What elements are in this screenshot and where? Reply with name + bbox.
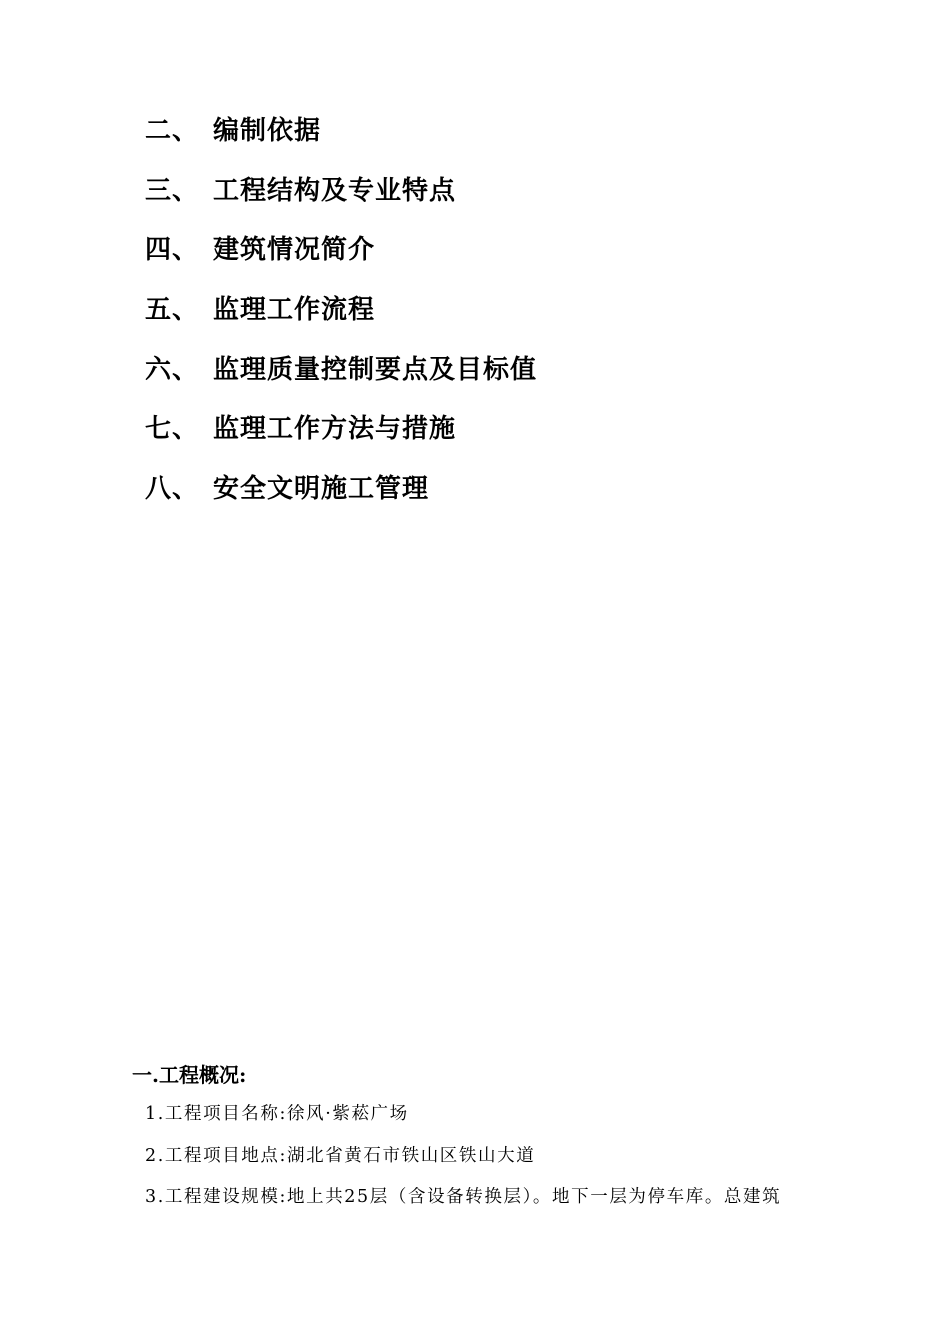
toc-item-number: 二、 — [145, 116, 200, 146]
info-label: 2.工程项目地点: — [145, 1146, 287, 1166]
toc-item-8 — [145, 471, 429, 507]
toc-item-2 — [145, 113, 321, 149]
toc-item-title: 监理工作方法与措施 — [213, 414, 457, 444]
info-value: 地上共25层（含设备转换层）。地下一层为停车库。总建筑 — [287, 1187, 782, 1207]
info-label: 3.工程建设规模: — [145, 1187, 287, 1207]
toc-item-number: 七、 — [145, 414, 200, 444]
section-heading: 一.工程概况: — [132, 1063, 247, 1087]
project-name-line — [145, 1100, 409, 1128]
info-value: 徐风·紫菘广场 — [287, 1104, 409, 1124]
toc-item-number: 八、 — [145, 474, 200, 504]
toc-item-title: 监理工作流程 — [213, 295, 376, 325]
toc-item-number: 六、 — [145, 355, 200, 385]
toc-item-6 — [145, 352, 537, 388]
project-scale-line — [145, 1183, 781, 1211]
info-value: 湖北省黄石市铁山区铁山大道 — [287, 1146, 536, 1166]
toc-item-title: 工程结构及专业特点 — [213, 176, 457, 206]
toc-item-5 — [145, 292, 375, 328]
toc-item-title: 建筑情况简介 — [213, 235, 376, 265]
toc-item-7 — [145, 411, 456, 447]
toc-item-title: 监理质量控制要点及目标值 — [213, 355, 538, 385]
project-location-line — [145, 1142, 535, 1170]
toc-item-number: 五、 — [145, 295, 200, 325]
toc-item-4 — [145, 232, 375, 268]
info-label: 1.工程项目名称: — [145, 1104, 287, 1124]
toc-item-number: 三、 — [145, 176, 200, 206]
toc-item-title: 安全文明施工管理 — [213, 474, 430, 504]
toc-item-number: 四、 — [145, 235, 200, 265]
toc-item-title: 编制依据 — [213, 116, 322, 146]
toc-item-3 — [145, 173, 456, 209]
